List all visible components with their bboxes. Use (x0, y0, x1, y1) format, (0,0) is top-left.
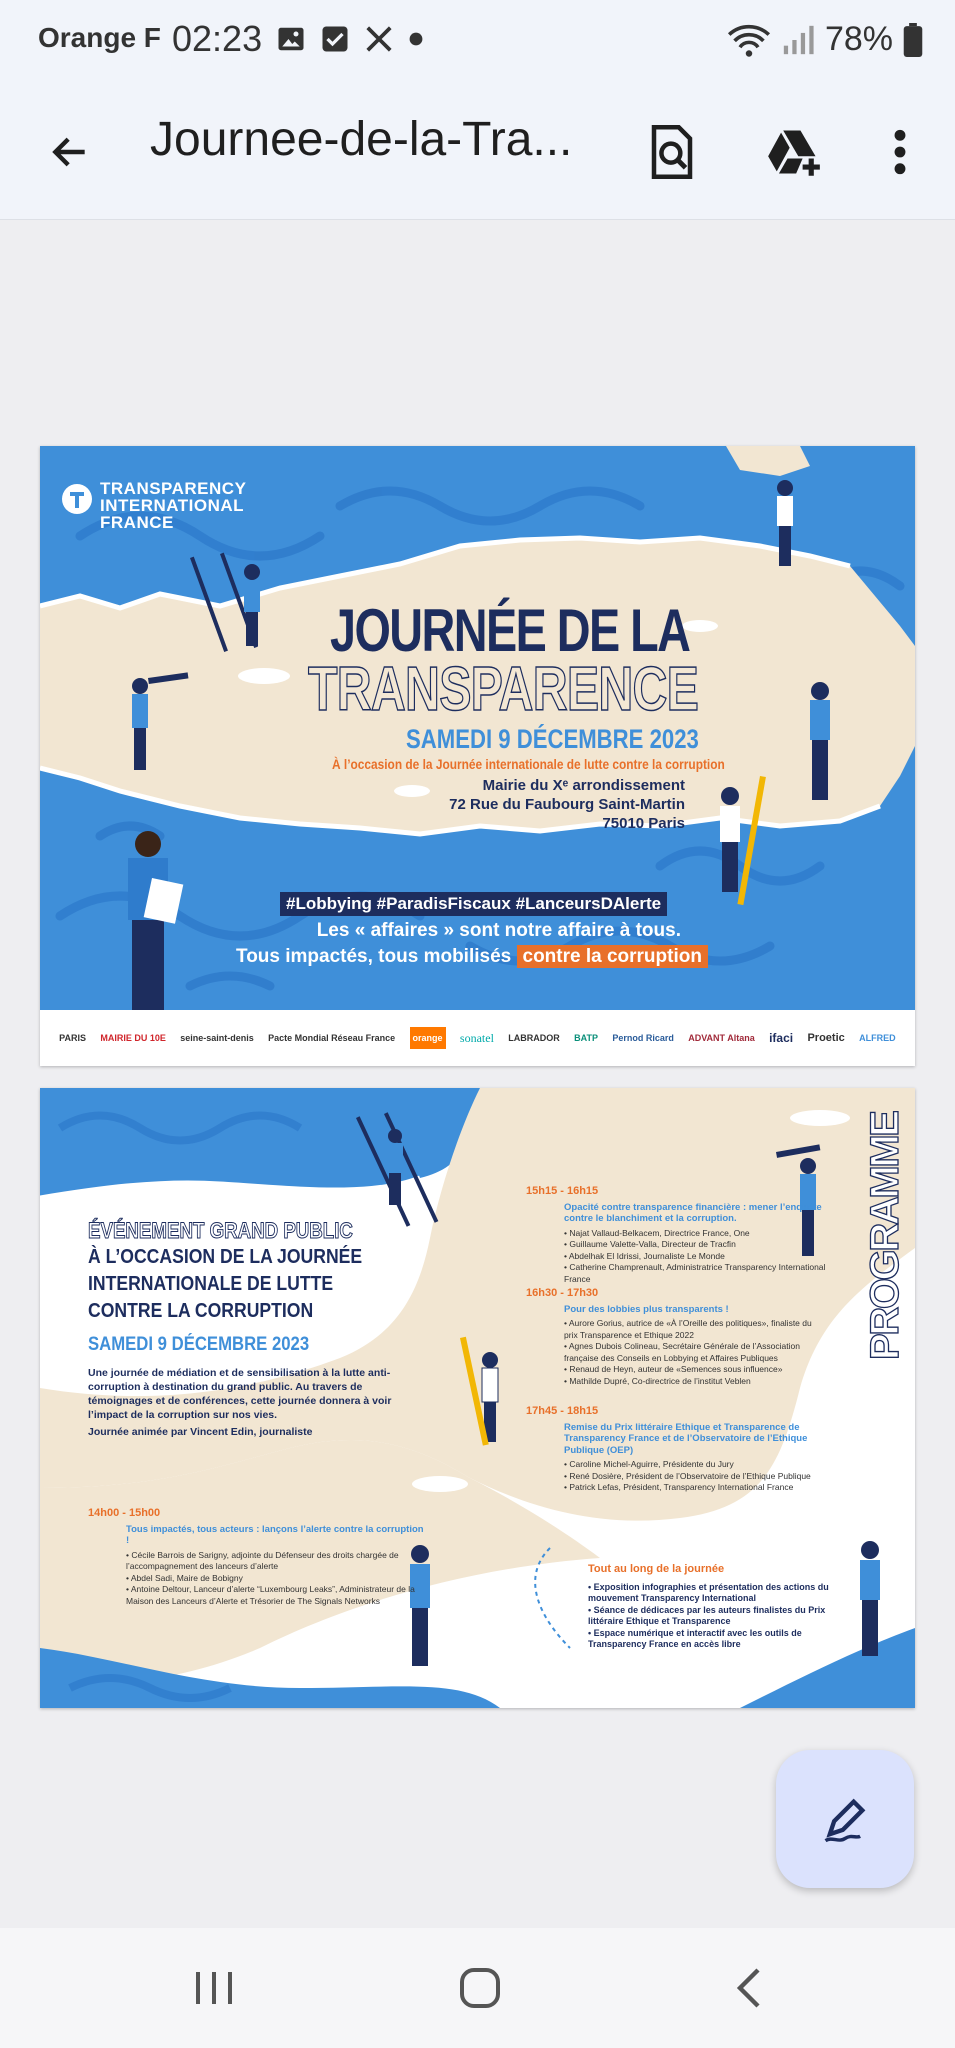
sponsor-logo: BATP (574, 1033, 598, 1043)
programme-slot (526, 1288, 826, 1387)
sponsor-logo: ALFRED (859, 1033, 896, 1043)
poster-hashtags: #Lobbying #ParadisFiscaux #LanceursDAlerte (280, 892, 667, 916)
pdf-page-2 (40, 1088, 915, 1708)
transparency-logo-text (100, 480, 246, 531)
battery-level: 78% (824, 20, 893, 58)
sponsor-logo: MAIRIE DU 10E (100, 1033, 166, 1043)
carrier-name: Orange F (38, 22, 161, 53)
poster-title-line-2: TRANSPARENCE (308, 655, 699, 724)
slot-speaker: • Abdel Sadi, Maire de Bobigny (126, 1573, 428, 1585)
logo-line-3: FRANCE (100, 513, 174, 532)
wifi-icon (727, 22, 771, 58)
pdf-page-1 (40, 446, 915, 1066)
add-to-drive-button[interactable] (762, 120, 826, 184)
system-nav-bar (0, 1928, 955, 2048)
all-day-item: • Espace numérique et interactif avec les outils de Transparency France en accès libre (588, 1628, 848, 1651)
slot-time: 17h45 - 18h15 (526, 1405, 599, 1417)
poster-title-line-1: JOURNÉE DE LA (330, 597, 690, 664)
slot-speaker: • Catherine Champrenault, Administratrice Transparency International France (564, 1262, 826, 1285)
sponsor-logo: ADVANT Altana (688, 1033, 755, 1043)
address-line-1: Mairie du Xᵉ arrondissement (482, 777, 685, 794)
programme-slot (88, 1508, 428, 1607)
x-icon (364, 24, 394, 54)
event-heading: À L’OCCASION DE LA JOURNÉE INTERNATIONALE DE LUTTE CONTRE LA CORRUPTION (88, 1246, 363, 1322)
all-day-title: Tout au long de la journée (588, 1563, 725, 1575)
checkbox-icon (320, 24, 350, 54)
find-in-document-button[interactable] (640, 120, 704, 184)
programme-label-text: PROGRAMME (863, 1110, 907, 1360)
drive-add-icon (766, 127, 822, 177)
slot-speaker: • Caroline Michel-Aguirre, Présidente du Jury (564, 1459, 826, 1471)
all-day-activities (588, 1564, 848, 1651)
home-icon (458, 1966, 502, 2010)
address-line-2: 72 Rue du Faubourg Saint-Martin (449, 796, 685, 813)
sponsor-logos (40, 1010, 915, 1066)
sponsor-logo: Proetic (807, 1032, 845, 1044)
status-bar (0, 0, 955, 84)
signal-icon (781, 23, 815, 57)
slot-speaker: • René Dosière, Président de l’Observatoire de l’Ethique Publique (564, 1471, 826, 1483)
address-line-3: 75010 Paris (602, 815, 685, 832)
annotate-fab-button[interactable] (776, 1750, 914, 1888)
slot-time: 15h15 - 16h15 (526, 1185, 599, 1197)
event-type-heading: ÉVÉNEMENT GRAND PUBLIC (88, 1218, 353, 1243)
all-day-item: • Exposition infographies et présentation des actions du mouvement Transparency International (588, 1582, 848, 1605)
arrow-back-icon (48, 130, 92, 174)
slot-speaker: • Abdelhak El Idrissi, Journaliste Le Monde (564, 1251, 826, 1263)
slot-speaker: • Aurore Gorius, autrice de «À l’Oreille des politiques», finaliste du prix Transparence et Ethique 2022 (564, 1318, 826, 1341)
slot-speaker: • Renaud de Heyn, auteur de «Semences sous influence» (564, 1364, 826, 1376)
sponsor-logo: sonatel (459, 1030, 494, 1045)
edit-pen-icon (819, 1793, 871, 1845)
battery-icon (903, 23, 923, 57)
programme-vertical-label (858, 1110, 915, 1370)
recents-button[interactable] (174, 1958, 254, 2018)
all-day-item: • Séance de dédicaces par les auteurs finalistes du Prix littéraire Ethique et Transparence (588, 1605, 848, 1628)
more-options-button[interactable] (868, 120, 932, 184)
tagline-2-highlight: contre la corruption (517, 945, 708, 968)
sponsor-logo: orange (410, 1027, 446, 1049)
slot-topic: Tous impactés, tous acteurs : lançons l’alerte contre la corruption ! (126, 1523, 424, 1546)
slot-speaker: • Najat Vallaud-Belkacem, Directrice France, One (564, 1228, 826, 1240)
dot-icon (408, 31, 424, 47)
poster-date: SAMEDI 9 DÉCEMBRE 2023 (406, 724, 699, 754)
sponsor-logo: Pernod Ricard (612, 1033, 674, 1043)
programme-slot (526, 1406, 826, 1494)
slot-topic: Opacité contre transparence financière : mener l’enquête contre le blanchiment et la corruption. (564, 1201, 822, 1224)
slot-topic: Pour des lobbies plus transparents ! (564, 1303, 729, 1315)
slot-time: 16h30 - 17h30 (526, 1287, 599, 1299)
sponsor-logo: Pacte Mondial Réseau France (268, 1033, 396, 1043)
sponsor-logo: LABRADOR (508, 1033, 560, 1043)
back-nav-button[interactable] (708, 1958, 788, 2018)
sponsor-logo: ifaci (769, 1031, 794, 1045)
slot-time: 14h00 - 15h00 (88, 1507, 161, 1519)
document-title: Journee-de-la-Tra... (150, 113, 573, 166)
search-document-icon (649, 125, 695, 179)
slot-speaker: • Cécile Barrois de Sarigny, adjointe du Défenseur des droits chargée de l’accompagnement des lanceurs d’alerte (126, 1550, 428, 1573)
logo-line-1: TRANSPARENCY (100, 479, 247, 498)
home-button[interactable] (440, 1958, 520, 2018)
event-date: SAMEDI 9 DÉCEMBRE 2023 (88, 1334, 310, 1355)
poster-tagline-2 (236, 946, 708, 968)
sponsor-logo: seine-saint-denis (180, 1033, 254, 1043)
slot-speaker: • Antoine Deltour, Lanceur d’alerte “Luxembourg Leaks”, Administrateur de la Maison des Lanceurs d’Alerte et Trésorier de The Signals Networks (126, 1584, 428, 1607)
recents-icon (192, 1968, 236, 2008)
slot-speaker: • Patrick Lefas, Président, Transparency International France (564, 1482, 826, 1494)
back-button[interactable] (38, 120, 102, 184)
back-nav-icon (733, 1966, 763, 2010)
poster-address (449, 776, 685, 833)
gallery-icon (276, 24, 306, 54)
event-host: Journée animée par Vincent Edin, journaliste (88, 1426, 313, 1438)
slot-speaker: • Mathilde Dupré, Co-directrice de l’institut Veblen (564, 1376, 826, 1388)
slot-speaker: • Agnes Dubois Colineau, Secrétaire Générale de l’Association française des Conseils en Lobbying et Affaires Publiques (564, 1341, 826, 1364)
sponsor-logo: PARIS (59, 1033, 87, 1043)
event-intro: Une journée de médiation et de sensibilisation à la lutte anti-corruption à destination du grand public. Au travers de témoignages et de conférences, cette journée donnera à voir l’impact de la corruption sur nos vies. (88, 1367, 392, 1421)
programme-slot (526, 1186, 826, 1285)
poster-occasion: À l’occasion de la Journée internationale de lutte contre la corruption (332, 756, 725, 772)
slot-speaker: • Guillaume Valette-Valla, Directeur de Tracfin (564, 1239, 826, 1251)
clock: 02:23 (172, 18, 263, 59)
logo-line-2: INTERNATIONAL (100, 496, 245, 515)
app-bar (0, 84, 955, 220)
more-vert-icon (893, 129, 907, 175)
transparency-logo-mark (60, 482, 94, 516)
poster-tagline-1: Les « affaires » sont notre affaire à tous. (316, 920, 681, 941)
slot-topic: Remise du Prix littéraire Ethique et Transparence de Transparency France et de l’Observatoire de l’Ethique Publique (OEP) (564, 1421, 808, 1456)
tagline-2-prefix: Tous impactés, tous mobilisés (236, 946, 512, 967)
